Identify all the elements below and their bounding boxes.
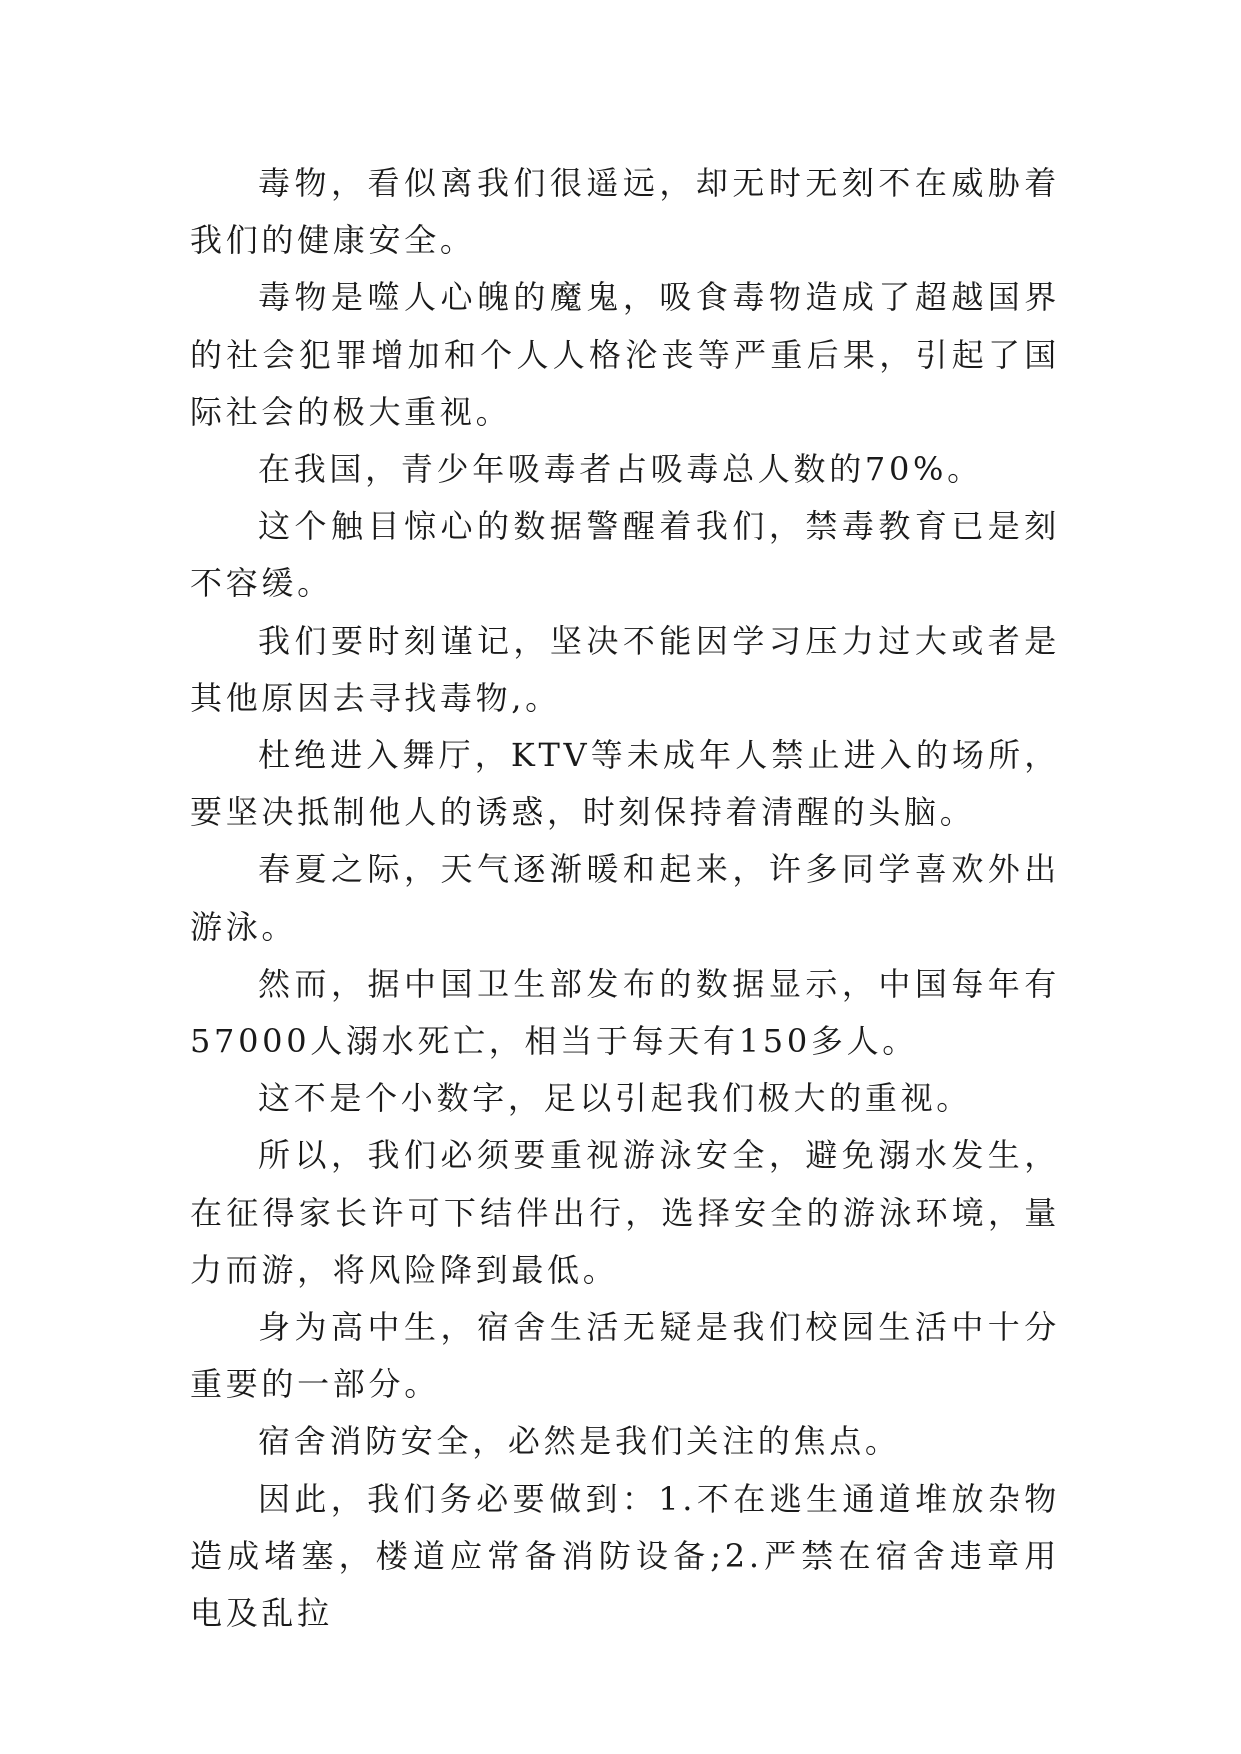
paragraph-7: 春夏之际，天气逐渐暖和起来，许多同学喜欢外出游泳。 [190,850,1060,946]
document-body [190,155,1060,1642]
paragraph-9: 这不是个小数字，足以引起我们极大的重视。 [258,1079,973,1118]
paragraph-2: 毒物是噬人心魄的魔鬼，吸食毒物造成了超越国界的社会犯罪增加和个人人格沦丧等严重后果，引起了国际社会的极大重视。 [190,278,1060,431]
paragraph-13: 因此，我们务必要做到：1.不在逃生通道堆放杂物造成堵塞，楼道应常备消防设备;2.严禁在宿舍违章用电及乱拉 [190,1479,1060,1633]
paragraph-8: 然而，据中国卫生部发布的数据显示，中国每年有57000人溺水死亡，相当于每天有150多人。 [190,964,1060,1061]
paragraph-4: 这个触目惊心的数据警醒着我们，禁毒教育已是刻不容缓。 [190,507,1060,603]
paragraph-11: 身为高中生，宿舍生活无疑是我们校园生活中十分重要的一部分。 [190,1308,1060,1404]
paragraph-3: 在我国，青少年吸毒者占吸毒总人数的70%。 [258,450,983,489]
paragraph-6: 杜绝进入舞厅，KTV等未成年人禁止进入的场所，要坚决抵制他人的诱惑，时刻保持着清醒的头脑。 [190,736,1060,832]
paragraph-1: 毒物，看似离我们很遥远，却无时无刻不在威胁着我们的健康安全。 [190,164,1060,260]
paragraph-5: 我们要时刻谨记，坚决不能因学习压力过大或者是其他原因去寻找毒物,。 [190,621,1060,717]
paragraph-12: 宿舍消防安全，必然是我们关注的焦点。 [258,1422,901,1461]
paragraph-10: 所以，我们必须要重视游泳安全，避免溺水发生，在征得家长许可下结伴出行，选择安全的游泳环境，量力而游，将风险降到最低。 [190,1136,1060,1289]
